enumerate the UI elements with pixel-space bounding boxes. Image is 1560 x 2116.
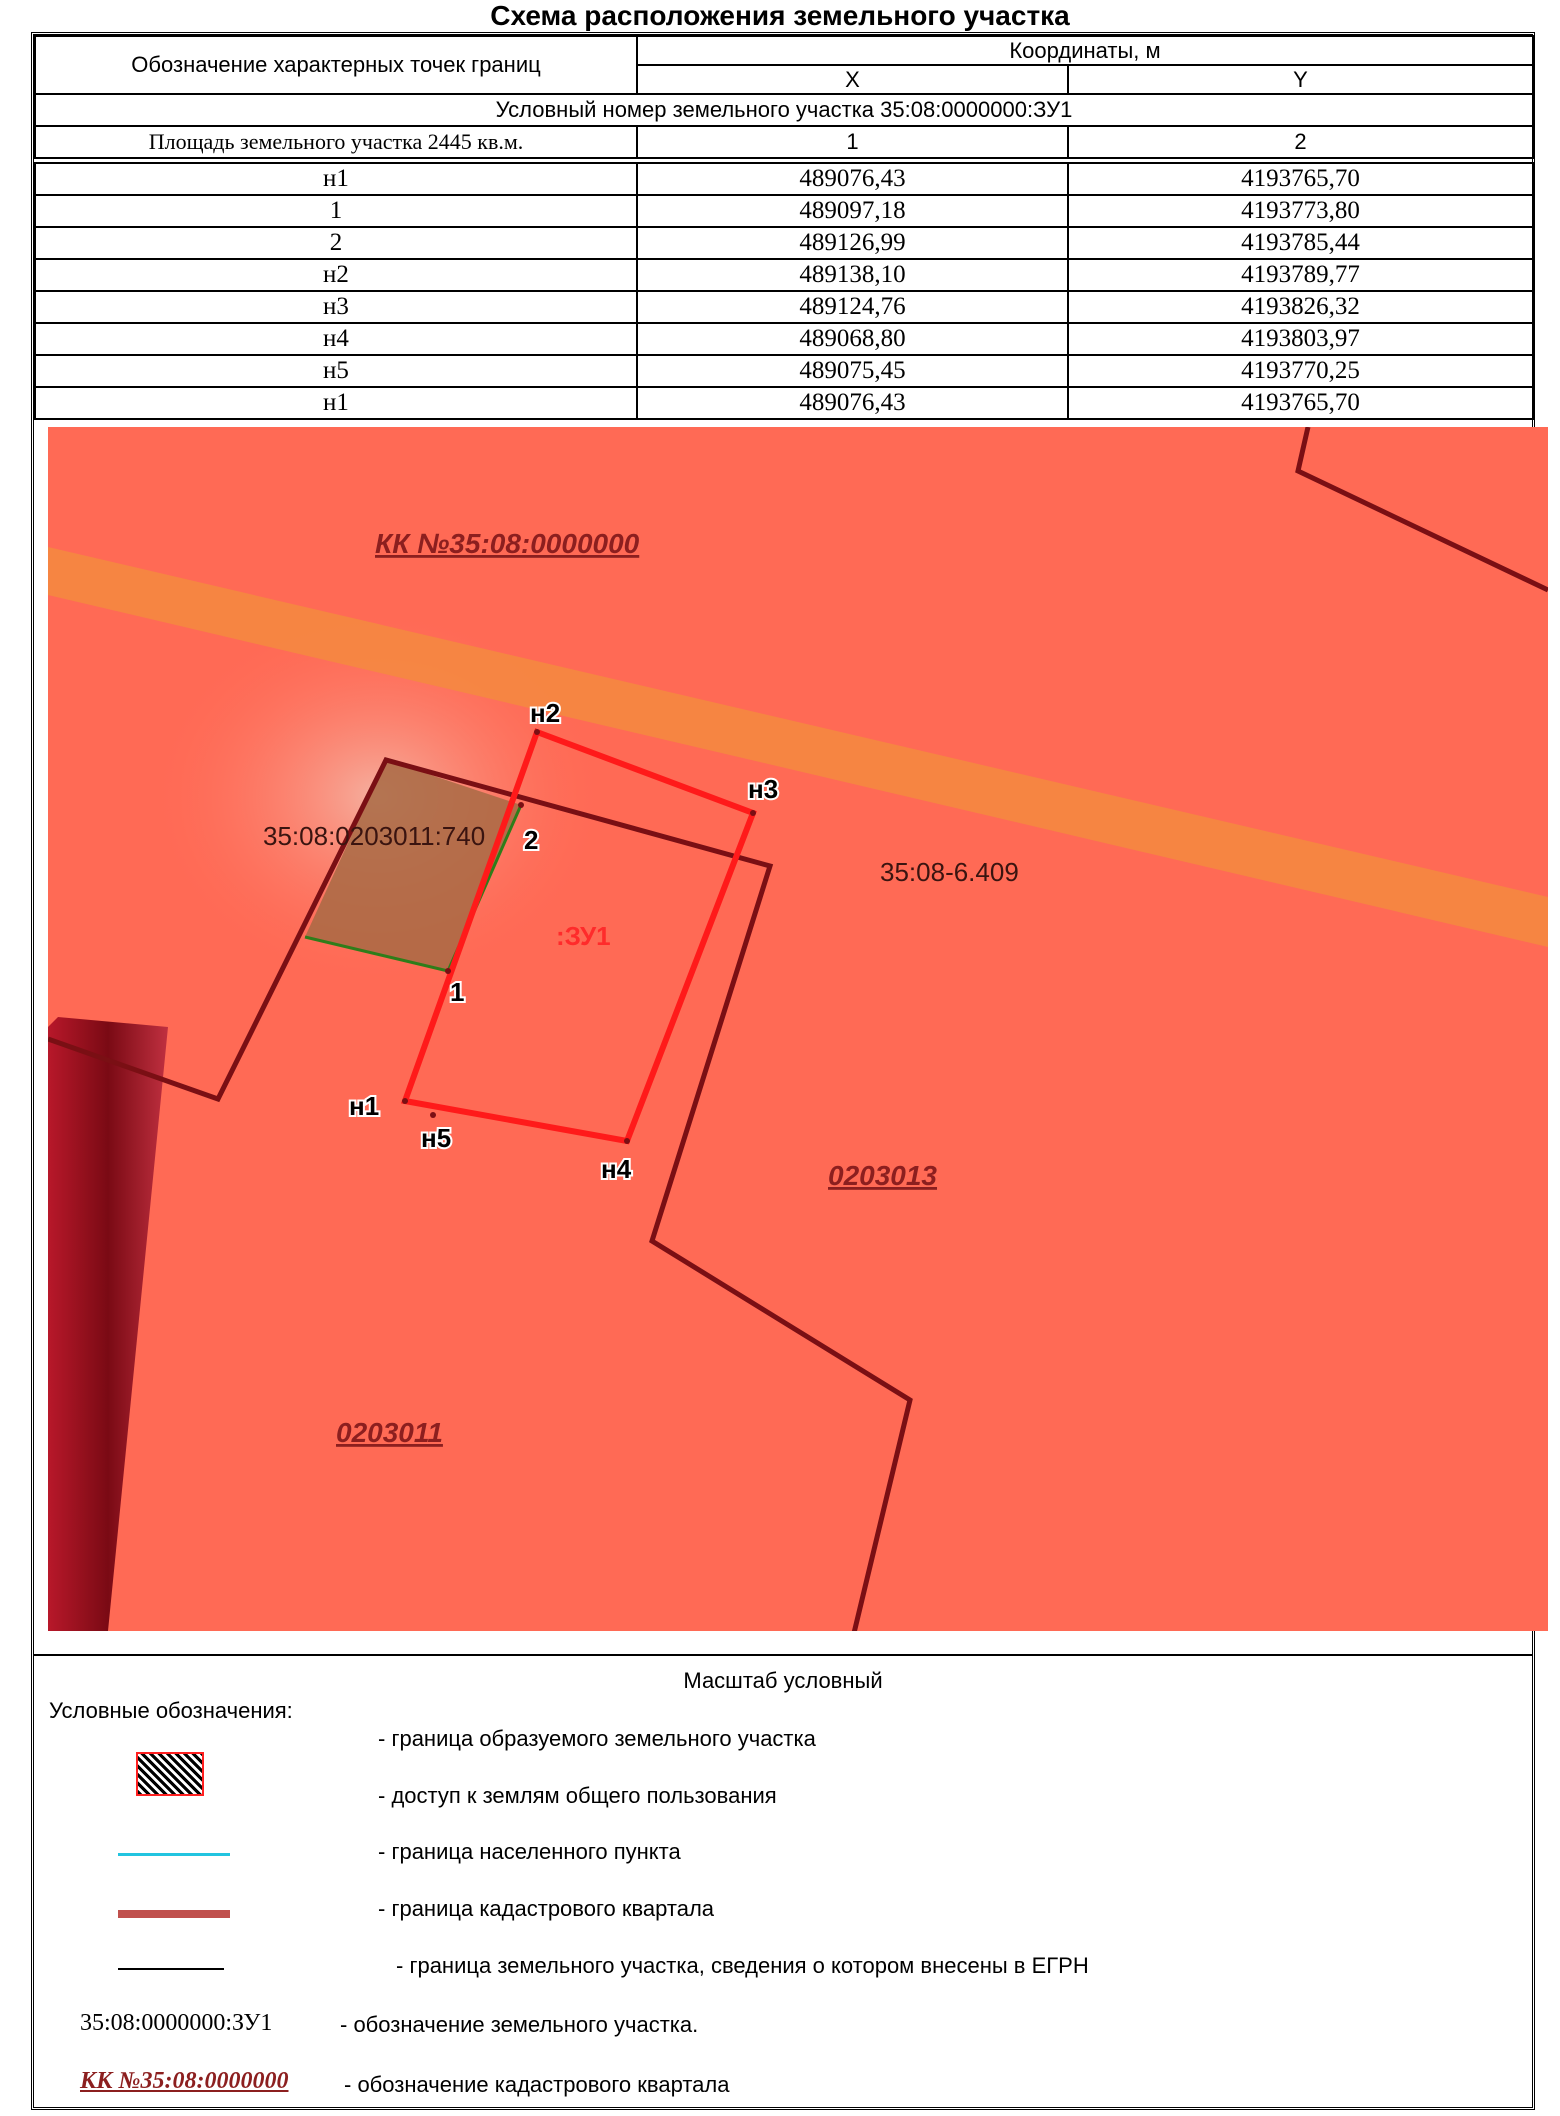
point-label-n5: н5 (421, 1123, 452, 1153)
quarter-boundary-symbol (118, 1910, 230, 1918)
column-number-x: 1 (637, 126, 1068, 158)
point-marker-n2 (534, 729, 540, 735)
point-name: 1 (35, 195, 637, 227)
point-y: 4193770,25 (1068, 355, 1533, 387)
quarter-0203011-label: 0203011 (336, 1417, 443, 1448)
point-marker-n5 (430, 1112, 436, 1118)
legend-egrn-boundary: - граница земельного участка, сведения о котором внесены в ЕГРН (396, 1953, 1089, 1978)
point-label-2: 2 (524, 825, 539, 855)
point-x: 489124,76 (637, 291, 1068, 323)
egrn-boundary-symbol (118, 1968, 224, 1970)
table-row (35, 387, 1533, 419)
quarter-0203013-label: 0203013 (828, 1160, 938, 1191)
point-name: н4 (35, 323, 637, 355)
point-marker-n4 (624, 1138, 630, 1144)
point-x: 489068,80 (637, 323, 1068, 355)
point-marker-n1 (402, 1098, 408, 1104)
legend-plot-designation: - обозначение земельного участка. (340, 2012, 699, 2037)
legend-divider (34, 1654, 1532, 1656)
map-area (48, 427, 1548, 1631)
point-x: 489075,45 (637, 355, 1068, 387)
plot-label: :ЗУ1 (556, 921, 611, 951)
point-y: 4193765,70 (1068, 163, 1533, 195)
sample-kk-designation: КК №35:08:0000000 (80, 2068, 289, 2094)
point-marker-1 (445, 968, 451, 974)
legend-settlement-boundary: - граница населенного пункта (378, 1839, 681, 1864)
page-title: Схема расположения земельного участка (490, 0, 1070, 31)
point-label-n4: н4 (601, 1154, 632, 1184)
legend-formed-plot: - граница образуемого земельного участка (378, 1726, 816, 1751)
point-y: 4193826,32 (1068, 291, 1533, 323)
table-row (35, 259, 1533, 291)
point-x: 489076,43 (637, 387, 1068, 419)
point-label-n2: н2 (530, 698, 561, 728)
table-row (35, 227, 1533, 259)
header-x: X (637, 65, 1068, 94)
zone-label: 35:08-6.409 (880, 857, 1019, 887)
legend-caption: Условные обозначения: (49, 1698, 293, 1723)
point-x: 489126,99 (637, 227, 1068, 259)
legend-kk-designation: - обозначение кадастрового квартала (344, 2072, 730, 2097)
header-y: Y (1068, 65, 1533, 94)
scale-label: Масштаб условный (683, 1668, 883, 1693)
point-name: н5 (35, 355, 637, 387)
point-label-n3: н3 (748, 774, 779, 804)
point-marker-n3 (750, 810, 756, 816)
hatch-symbol (136, 1752, 204, 1796)
point-y: 4193803,97 (1068, 323, 1533, 355)
point-x: 489138,10 (637, 259, 1068, 291)
point-marker-2 (518, 802, 524, 808)
column-number-y: 2 (1068, 126, 1533, 158)
map-canvas (48, 427, 1548, 1631)
point-name: н1 (35, 163, 637, 195)
table-row (35, 163, 1533, 195)
table-row (35, 323, 1533, 355)
point-name: н1 (35, 387, 637, 419)
point-y: 4193785,44 (1068, 227, 1533, 259)
legend-public-access: - доступ к землям общего пользования (378, 1783, 777, 1808)
point-name: 2 (35, 227, 637, 259)
point-y: 4193765,70 (1068, 387, 1533, 419)
kk-map-label: КК №35:08:0000000 (375, 528, 640, 559)
header-coords: Координаты, м (637, 36, 1533, 65)
conditional-number: Условный номер земельного участка 35:08:0000000:ЗУ1 (35, 94, 1533, 126)
point-y: 4193773,80 (1068, 195, 1533, 227)
settlement-boundary-symbol (118, 1853, 230, 1856)
coordinates-table (34, 35, 1534, 420)
point-label-1: 1 (450, 977, 465, 1007)
sample-plot-designation: 35:08:0000000:ЗУ1 (80, 2010, 273, 2036)
legend-quarter-boundary: - граница кадастрового квартала (378, 1896, 715, 1921)
point-name: н3 (35, 291, 637, 323)
area-label: Площадь земельного участка 2445 кв.м. (35, 126, 637, 158)
point-x: 489076,43 (637, 163, 1068, 195)
point-y: 4193789,77 (1068, 259, 1533, 291)
table-row (35, 195, 1533, 227)
table-row (35, 355, 1533, 387)
header-points: Обозначение характерных точек границ (35, 36, 637, 94)
point-name: н2 (35, 259, 637, 291)
table-row (35, 291, 1533, 323)
point-label-n1: н1 (349, 1091, 380, 1121)
parcel-740-label: 35:08:0203011:740 (263, 821, 486, 851)
point-x: 489097,18 (637, 195, 1068, 227)
